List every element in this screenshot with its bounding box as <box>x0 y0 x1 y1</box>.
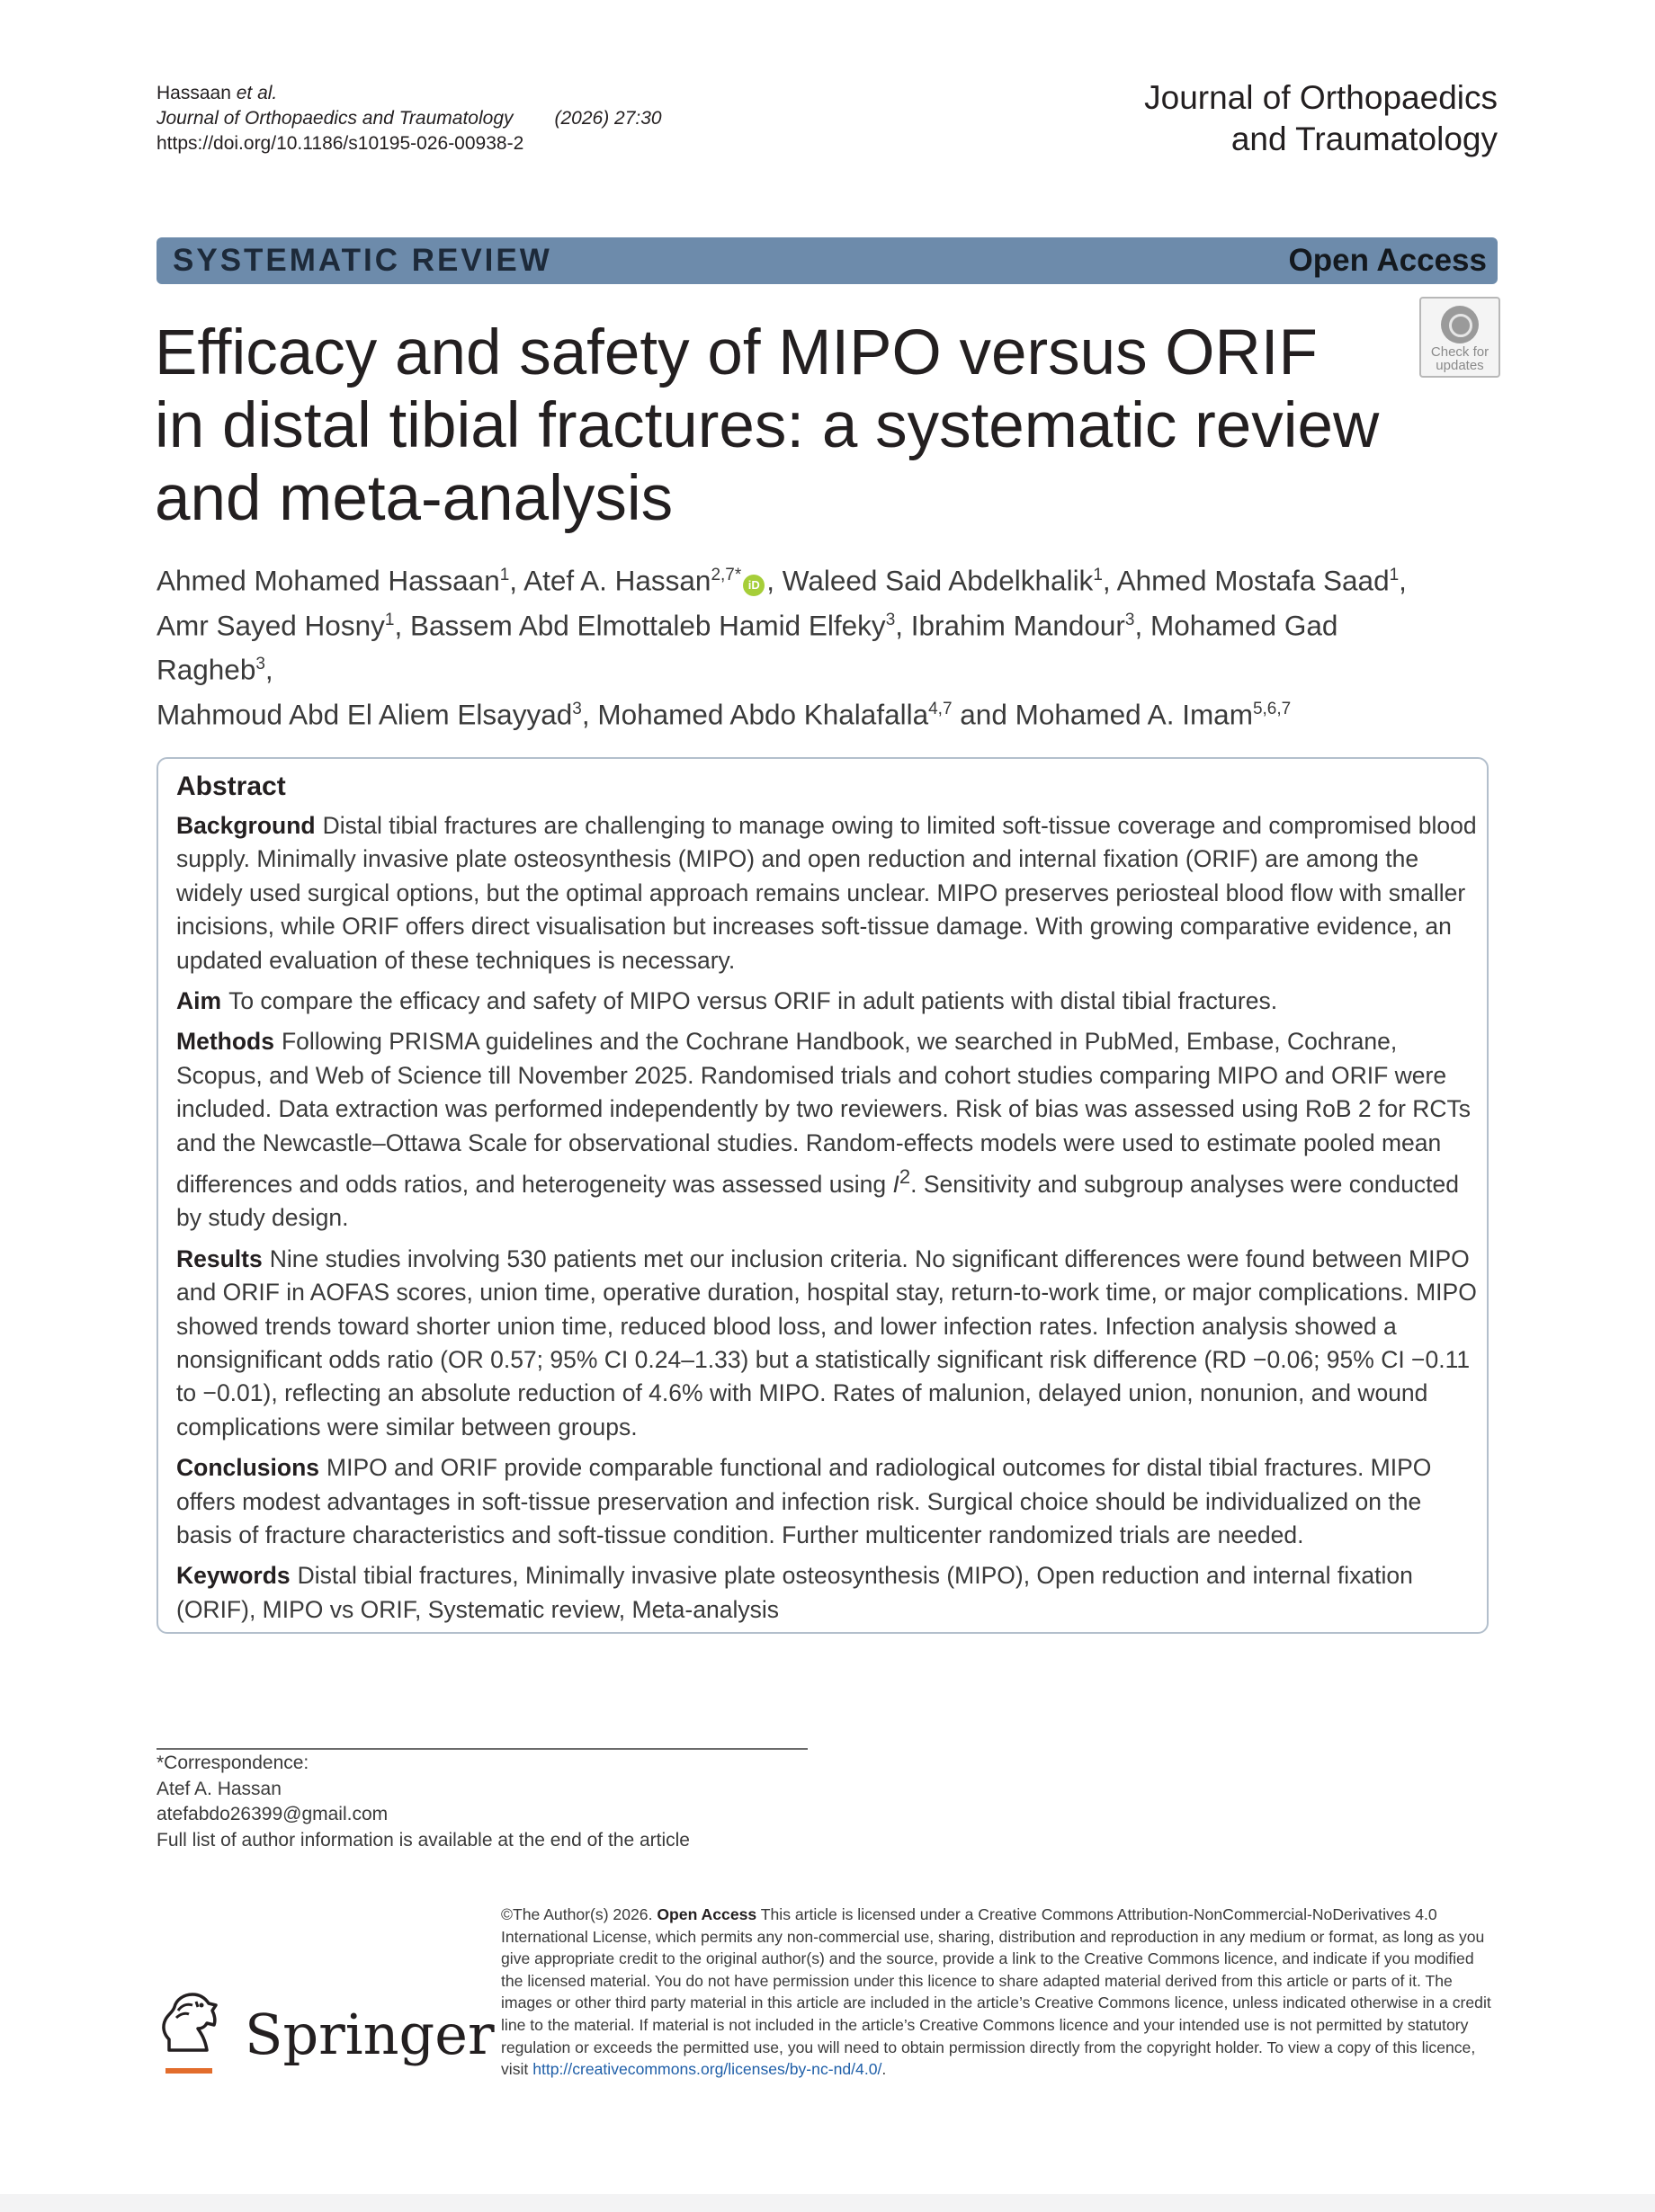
author-separator: , <box>264 653 273 686</box>
article-type-banner <box>157 237 1498 284</box>
author-name: Ahmed Mohamed Hassaan <box>157 564 500 597</box>
springer-logo: Springer <box>157 1985 480 2079</box>
doi-link[interactable]: https://doi.org/10.1186/s10195-026-00938-2 <box>157 133 524 154</box>
open-access-label: Open Access <box>1288 243 1487 278</box>
correspondence-footnote: *Correspondence: Atef A. Hassan atefabdo26399@gmail.com Full list of author information is available at the end of the article <box>157 1753 690 1851</box>
article-title: Efficacy and safety of MIPO versus ORIF in distal tibial fractures: a systematic review and meta-analysis <box>155 317 1380 534</box>
author-separator: , <box>1399 564 1407 597</box>
author-name: Mohamed A. Imam <box>1015 698 1253 730</box>
author-name: Mohamed Abdo Khalafalla <box>597 698 929 730</box>
author-affiliation: 3 <box>1124 610 1135 629</box>
author-affiliation: 2,7* <box>711 566 742 584</box>
author-affiliation: 4,7 <box>928 699 953 718</box>
author-name: Atef A. Hassan <box>523 564 711 597</box>
author-name: Waleed Said Abdelkhalik <box>782 564 1094 597</box>
author-separator: , <box>895 609 911 641</box>
author-name: Amr Sayed Hosny <box>157 609 385 641</box>
author-name: Mohamed Gad Ragheb <box>157 609 1338 686</box>
author-separator: , <box>766 564 783 597</box>
author-separator: , <box>394 609 410 641</box>
licence-link[interactable]: http://creativecommons.org/licenses/by-nc-nd/4.0/ <box>532 2060 882 2079</box>
running-header-authors: Hassaan et al. <box>157 83 278 103</box>
abstract-conclusions: Conclusions MIPO and ORIF provide comparable functional and radiological outcomes for distal tibial fractures. MIPO offers modest advantages in soft-tissue preservation and infection risk. Surgical choice should be individualized on the basis of fracture characteristics and soft-tissue condition. Further multicenter randomized trials are needed. <box>176 1454 1432 1548</box>
footnote-divider <box>157 1748 808 1750</box>
author-name: Ahmed Mostafa Saad <box>1116 564 1390 597</box>
abstract-background: Background Distal tibial fractures are challenging to manage owing to limited soft-tissue coverage and compromised blood supply. Minimally invasive plate osteosynthesis (MIPO) and open reduction and internal fixation (ORIF) are among the widely used surgical options, but the optimal approach remains unclear. MIPO preserves periosteal blood flow with smaller incisions, while ORIF offers direct visualisation but increases soft-tissue damage. With growing comparative evidence, an updated evaluation of these techniques is necessary. <box>176 812 1477 974</box>
author-separator: , <box>1134 609 1150 641</box>
abstract-results: Results Nine studies involving 530 patients met our inclusion criteria. No significant differences were found between MIPO and ORIF in AOFAS scores, union time, operative duration, hospital stay, return-to-work time, or major complications. MIPO showed trends toward shorter union time, reduced blood loss, and lower infection rates. Infection analysis showed a nonsignificant odds ratio (OR 0.57; 95% CI 0.24–1.33) but a statistically significant risk difference (RD −0.06; 95% CI −0.11 to −0.01), reflecting an absolute reduction of 4.6% with MIPO. Rates of malunion, delayed union, nonunion, and wound complications were similar between groups. <box>176 1244 1477 1440</box>
author-affiliation: 1 <box>499 566 510 584</box>
page-bottom-band <box>0 2194 1655 2212</box>
author-separator: , <box>581 698 598 730</box>
author-affiliation: 3 <box>885 610 896 629</box>
springer-horse-icon <box>157 1987 221 2059</box>
author-name: Bassem Abd Elmottaleb Hamid Elfeky <box>409 609 886 641</box>
author-name: Ibrahim Mandour <box>910 609 1125 641</box>
abstract-heading: Abstract <box>176 772 286 801</box>
author-separator: , <box>509 564 524 597</box>
orcid-icon[interactable]: iD <box>743 575 765 596</box>
author-separator: , <box>1102 564 1117 597</box>
author-list <box>157 556 1443 734</box>
author-affiliation: 1 <box>1389 566 1400 584</box>
abstract-box <box>157 757 1489 1634</box>
article-type: SYSTEMATIC REVIEW <box>173 243 552 278</box>
correspondence-name: Atef A. Hassan <box>157 1778 282 1799</box>
springer-accent-bar <box>166 2068 212 2074</box>
licence-statement: ©The Author(s) 2026. Open Access This article is licensed under a Creative Commons Attribution-NonCommercial-NoDerivatives 4.0 International License, which permits any non-commercial use, sharing, distribution and reproduction in any medium or format, as long as you give appropriate credit to the original author(s) and the source, provide a link to the Creative Commons licence, and indicate if you modified the licensed material. You do not have permission under this licence to share adapted material derived from this article or parts of it. The images or other third party material in this article are included in the article’s Creative Commons licence, unless indicated otherwise in a credit line to the material. If material is not included in the article’s Creative Commons licence and your intended use is not permitted by statutory regulation or exceeds the permitted use, you will need to obtain permission directly from the copyright holder. To view a copy of this licence, visit http://creativecommons.org/licenses/by-nc-nd/4.0/. <box>501 1905 1491 2079</box>
author-affiliation: 1 <box>384 610 395 629</box>
author-affiliation: 3 <box>572 699 582 718</box>
running-header-citation: Journal of Orthopaedics and Traumatology (2026) 27:30 <box>157 108 662 129</box>
author-separator: and <box>952 698 1015 730</box>
correspondence-email[interactable]: atefabdo26399@gmail.com <box>157 1804 389 1824</box>
abstract-aim: Aim To compare the efficacy and safety of MIPO versus ORIF in adult patients with distal tibial fractures. <box>176 987 1278 1015</box>
author-name: Mahmoud Abd El Aliem Elsayyad <box>157 698 573 730</box>
abstract-keywords: Keywords Distal tibial fractures, Minimally invasive plate osteosynthesis (MIPO), Open reduction and internal fixation (ORIF), MIPO vs ORIF, Systematic review, Meta-analysis <box>176 1562 1413 1623</box>
author-affiliation: 1 <box>1093 566 1103 584</box>
check-for-updates-icon <box>1441 306 1479 343</box>
check-for-updates-button[interactable]: Check for updates <box>1419 297 1500 378</box>
author-affiliation: 5,6,7 <box>1252 699 1292 718</box>
author-affiliation: 3 <box>255 655 265 673</box>
running-header-left <box>157 81 662 156</box>
journal-name: Journal of Orthopaedics and Traumatology <box>1144 79 1498 157</box>
abstract-methods: Methods Following PRISMA guidelines and the Cochrane Handbook, we searched in PubMed, Embase, Cochrane, Scopus, and Web of Science till November 2025. Randomised trials and cohort studies comparing MIPO and ORIF were included. Data extraction was performed independently by two reviewers. Risk of bias was assessed using RoB 2 for RCTs and the Newcastle–Ottawa Scale for observational studies. Random-effects models were used to estimate pooled mean differences and odds ratios, and heterogeneity was assessed using $I^2$. Sensitivity and subgroup analyses were conducted by study design. <box>176 1028 1472 1232</box>
